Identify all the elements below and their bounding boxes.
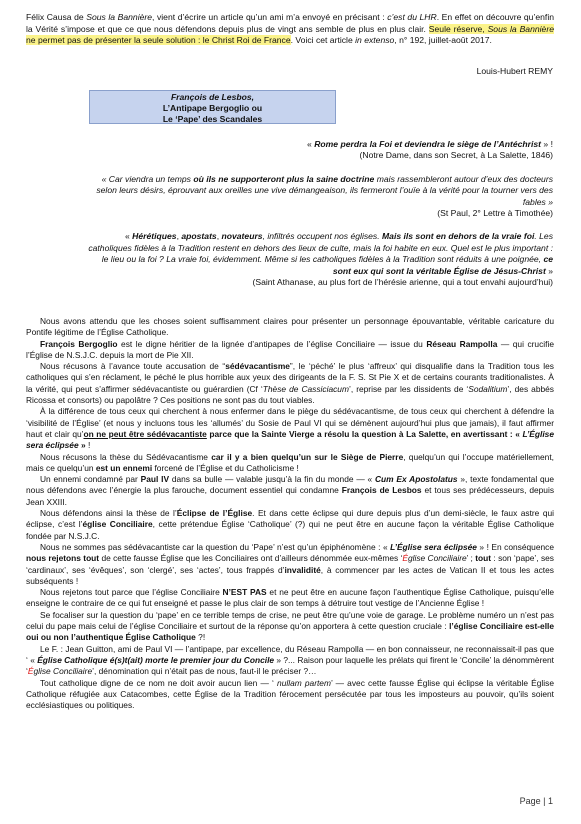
paragraph: Nous rejetons tout parce que l’église Conciliaire N’EST PAS et ne peut être en aucune façon l’authentique Église Catholique, puisqu’elle enseigne le contraire de ce qui fut enseigné et passe le plus clair de son temps à détruire tout vestige de l’Ancienne Église ! bbox=[26, 587, 554, 609]
paragraph: François Bergoglio est le digne héritier de la lignée d’antipapes de l’église Conciliaire — issue du Réseau Rampolla — qui crucifie l’Église de N.S.J.C. depuis la mort de Pie XII. bbox=[26, 338, 554, 360]
quote-source: (St Paul, 2° Lettre à Timothée) bbox=[437, 208, 553, 219]
quote-st-paul: « Car viendra un temps où ils ne supporteront plus la saine doctrine mais rassembleront autour d’eux des docteurs selon leurs désirs, éprouvant aux oreilles une vive démangeaison, ils fermeront l’ouïe à la vérité pour la tourner vers des fables » (St Paul, 2° Lettre à Timothée) bbox=[96, 173, 553, 219]
highlighted-reservation: Seule réserve, Sous la Bannière ne permet pas de présenter la seule solution : le Christ Roi de France bbox=[26, 23, 554, 46]
quote-source: (Saint Athanase, au plus fort de l’hérésie arienne, qui a tout envahi aujourd’hui) bbox=[252, 277, 553, 288]
intro-paragraph: Félix Causa de Sous la Bannière, vient d’écrire un article qu’un ami m’a envoyé en précisant : c’est du LHR. En effet on découvre qu’enfin la Vérité s’impose et que ce que nous défendons depuis plus de vingt ans semble de plus en plus clair. Seule réserve, Sous la Bannière ne permet pas de présenter la seule solution : le Christ Roi de France. Voici cet article in extenso, n° 192, juillet-août 2017. bbox=[26, 12, 555, 46]
page-number: Page | 1 bbox=[519, 796, 553, 806]
author-signature: Louis-Hubert REMY bbox=[476, 66, 553, 76]
paragraph: Se focaliser sur la question du ‘pape’ en ce terrible temps de crise, ne peut être qu’une voie de garage. Le problème numéro un n’est pas celui du pape mais celui de l’église Conciliaire et surtout de la réponse qu’on apportera à cette question cruciale : l’église Conciliaire est-elle oui ou non l’authentique Église Catholique ?! bbox=[26, 609, 555, 643]
paragraph: Le F. : Jean Guitton, ami de Paul VI — l’antipape, par excellence, du Réseau Rampolla — en bon connaisseur, ne reconnaissait-il pas que ‘ « Église Catholique é(s)t(ait) morte le premier jour du Concile » ?... Raison pour laquelle les prélats qui firent le ‘Concile’ la dénommèrent ‘Église Conciliaire’, dénomination qui n’était pas de nous, faut-il le préciser ?… bbox=[26, 643, 554, 677]
paragraph: Tout catholique digne de ce nom ne doit avoir aucun lien — ‘ nullam partem’ — avec cette fausse Église qui éclipse la véritable Église Catholique réfugiée aux Catacombes, cette Église de la Tradition férocement persécutée par tous les imposteurs au pouvoir, qu’ils soient ecclésiastiques ou politiques. bbox=[26, 677, 554, 711]
paragraph: Nous récusons à l’avance toute accusation de “sédévacantisme”, le ‘péché’ le plus ‘affreux’ qui disqualifie dans la Tradition tous les catholiques qui s’en réclament, le péché le plus horrible aux yeux des dirigeants de la F. S. St Pie X et de certains courants traditionalistes. À la vérité, qui peut s’affirmer sédévacantiste ou guérardien (Cf ‘Thèse de Cassiciacum’, reprise par les dissidents de ‘Sodalitium’, des abbés Ricossa et consorts) ou papolâtre ? Ces positions ne sont pas du tout viables. bbox=[26, 361, 554, 406]
title-line-3: Le ‘Pape’ des Scandales bbox=[162, 114, 263, 124]
paragraph: Nous défendons ainsi la thèse de l’Éclipse de l’Église. Et dans cette éclipse qui dure depuis plus d’un demi-siècle, le faux astre qui éclipse, c’est l’église Conciliaire, cette prétendue Église ‘Catholique’ (?) qui ne peut être en aucune façon la véritable Église Catholique fondée par N.S.J.C. bbox=[26, 508, 554, 541]
title-line-2: L’Antipape Bergoglio ou bbox=[162, 103, 263, 113]
paragraph: Nous ne sommes pas sédévacantiste car la question du ‘Pape’ n’est qu’un épiphénomène : « L’Église sera éclipsée » ! En conséquence nous rejetons tout de cette fausse Église que les Conciliaires ont d’ailleurs dénommée eux-mêmes ‘Église Conciliaire’ ; tout : son ‘pape’, ses ‘cardinaux’, ses ‘évêques’, son ‘clergé’, ses ‘actes’, tous frappés d’invalidité, à commencer par les actes de Vatican II et tous les actes subséquents ! bbox=[26, 541, 554, 586]
paragraph: À la différence de tous ceux qui cherchent à nous enfermer dans le piège du sédévacantisme, de tous ceux qui cherchent à défendre la ‘visibilité de l’Église’ (et nous y incluons tous les ‘allumés’ du Sosie de Paul VI qui se démènent aujourd’hui plus que jamais), il faut affirmer haut et clair qu’on ne peut être sédévacantiste parce que la Sainte Vierge a résolu la question à La Salette, en avertissant : « L’Église sera éclipsée » ! bbox=[26, 406, 554, 451]
paragraph: Nous récusons la thèse du Sédévacantisme car il y a bien quelqu’un sur le Siège de Pierre, quelqu’un qui l’occupe matériellement, mais ce quelqu’un est un ennemi forcené de l’Église et du Catholicisme ! bbox=[26, 451, 554, 473]
quote-source: (Notre Dame, dans son Secret, à La Salette, 1846) bbox=[359, 150, 553, 161]
paragraph: Nous avons attendu que les choses soient suffisamment claires pour présenter un personnage épouvantable, véritable caricature du Pontife légitime de l’Église Catholique. bbox=[26, 316, 554, 338]
paragraph: Un ennemi condamné par Paul IV dans sa bulle — valable jusqu’à la fin du monde — « Cum Ex Apostolatus », texte fondamental que nous défendons avec l’énergie la plus farouche, document essentiel qui condamne François de Lesbos et tous ses prédécesseurs, depuis Jean XXIII. bbox=[26, 474, 555, 507]
article-title-box bbox=[89, 90, 336, 124]
article-body bbox=[26, 316, 554, 711]
epigraph-quotes bbox=[83, 139, 553, 300]
title-line-1: François de Lesbos, bbox=[170, 92, 255, 102]
quote-la-salette: « Rome perdra la Foi et deviendra le siège de l’Antéchrist » ! (Notre Dame, dans son Secret, à La Salette, 1846) bbox=[307, 139, 553, 161]
quote-st-athanase: « Hérétiques, apostats, novateurs, infiltrés occupent nos églises. Mais ils sont en dehors de la vraie foi. Les catholiques fidèles à la Tradition restent en dehors des lieux de culte, mais la foi habite en eux. Quel est le plus important : le lieu ou la foi ? La vraie foi, évidemment. Même si les catholiques fidèles à la Tradition sont réduits à une poignée, ce sont eux qui sont la véritable Église de Jésus-Christ » (Saint Athanase, au plus fort de l’hérésie arienne, qui a tout envahi aujourd’hui) bbox=[88, 231, 553, 288]
